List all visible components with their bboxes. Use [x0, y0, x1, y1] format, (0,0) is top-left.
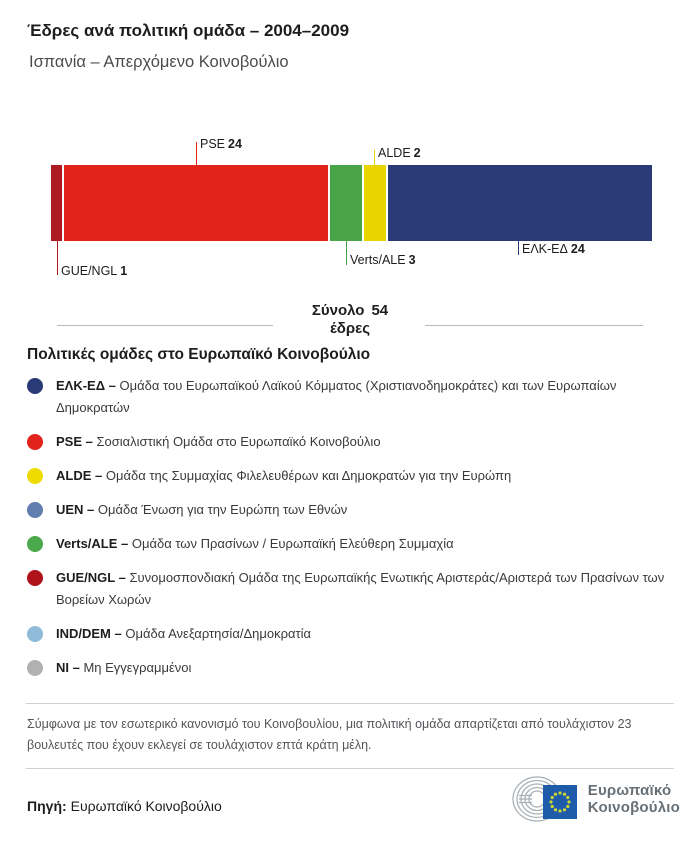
bar-label-pse: PSE 24 — [200, 137, 242, 152]
legend-item-gue-ngl — [27, 567, 673, 611]
legend-color-dot — [27, 570, 43, 586]
eu-flag-icon — [543, 785, 577, 819]
legend-item-text: Verts/ALE – Ομάδα των Πρασίνων / Ευρωπαϊκή Ελεύθερη Συμμαχία — [56, 536, 454, 552]
legend-color-dot — [27, 434, 43, 450]
total-value: 54 — [371, 302, 389, 320]
stacked-bar — [51, 165, 652, 241]
parliament-hemicycle-icon — [512, 775, 580, 823]
bar-tick — [374, 150, 375, 165]
source-row — [27, 769, 680, 823]
bar-tick — [346, 241, 347, 265]
legend-color-dot — [27, 660, 43, 676]
legend-item-uen — [27, 499, 673, 521]
total-right-rule — [425, 325, 643, 326]
rules-note: Σύμφωνα με τον εσωτερικό κανονισμό του Κοινοβουλίου, μια πολιτική ομάδα απαρτίζεται από τουλάχιστον 23 βουλευτές που έχουν εκλεγεί σε τουλάχιστον επτά κράτη μέλη. — [27, 717, 632, 753]
legend-item-text: NI – Μη Εγγεγραμμένοι — [56, 660, 192, 676]
total-line1 — [0, 302, 700, 320]
legend-item-pse — [27, 431, 673, 453]
legend-color-dot — [27, 626, 43, 642]
bar-label-gue-ngl: GUE/NGL 1 — [61, 264, 128, 279]
source-text — [27, 784, 222, 814]
european-parliament-logo — [512, 775, 680, 823]
legend-heading: Πολιτικές ομάδες στο Ευρωπαϊκό Κοινοβούλιο — [27, 346, 371, 364]
legend-list — [27, 375, 673, 679]
bar-segment-verts-ale — [328, 165, 363, 241]
total-label: Σύνολο — [311, 302, 365, 320]
legend-item-text: IND/DEM – Ομάδα Ανεξαρτησία/Δημοκρατία — [56, 626, 312, 642]
page-title: Έδρες ανά πολιτική ομάδα – 2004–2009 — [27, 21, 350, 40]
legend-item-text: ALDE – Ομάδα της Συμμαχίας Φιλελευθέρων και Δημοκρατών για την Ευρώπη — [56, 468, 512, 484]
bar-tick — [57, 241, 58, 275]
source-value: Ευρωπαϊκό Κοινοβούλιο — [70, 798, 222, 815]
source-label: Πηγή: — [27, 798, 67, 815]
bar-tick — [518, 241, 519, 255]
legend-item-text: GUE/NGL – Συνομοσπονδιακή Ομάδα της Ευρωπαϊκής Ενωτικής Αριστεράς/Αριστερά των Πρασίνων των Βορείων Χωρών — [56, 570, 665, 608]
infographic-page — [0, 21, 700, 843]
bar-segment-gue-ngl — [51, 165, 62, 241]
total-left-rule — [57, 325, 273, 326]
logo-text — [588, 782, 680, 816]
legend-item-text: PSE – Σοσιαλιστική Ομάδα στο Ευρωπαϊκό Κοινοβούλιο — [56, 434, 381, 450]
bar-segment-alde — [362, 165, 386, 241]
bar-tick — [196, 142, 197, 165]
seats-stacked-bar-chart — [0, 137, 700, 297]
bar-label-verts-ale: Verts/ALE 3 — [350, 253, 416, 268]
bar-segment-ελκ-εδ — [386, 165, 652, 241]
legend-color-dot — [27, 536, 43, 552]
logo-text-line2: Κοινοβούλιο — [587, 799, 680, 817]
bar-label-alde: ALDE 2 — [378, 146, 421, 161]
legend-item-ind-dem — [27, 623, 673, 645]
legend-item-text: ΕΛΚ-ΕΔ – Ομάδα του Ευρωπαϊκού Λαϊκού Κόμματος (Χριστιανοδημοκράτες) και των Ευρωπαίων Δημοκρατών — [56, 378, 617, 416]
legend-color-dot — [27, 468, 43, 484]
total-section — [0, 297, 700, 345]
divider-top — [26, 703, 674, 704]
bar-segment-pse — [62, 165, 328, 241]
legend-item-text: UEN – Ομάδα Ένωση για την Ευρώπη των Εθνών — [56, 502, 348, 518]
bar-label-ελκ-εδ: ΕΛΚ-ΕΔ 24 — [522, 242, 585, 257]
logo-text-line1: Ευρωπαϊκό — [587, 782, 672, 800]
legend-item-ni — [27, 657, 673, 679]
legend-item-ελκ-εδ — [27, 375, 673, 419]
total-unit: έδρες — [329, 319, 371, 337]
legend-item-verts-ale — [27, 533, 673, 555]
page-subtitle: Ισπανία – Απερχόμενο Κοινοβούλιο — [29, 53, 289, 72]
total-text — [0, 297, 700, 337]
legend-color-dot — [27, 502, 43, 518]
legend-item-alde — [27, 465, 673, 487]
legend-color-dot — [27, 378, 43, 394]
